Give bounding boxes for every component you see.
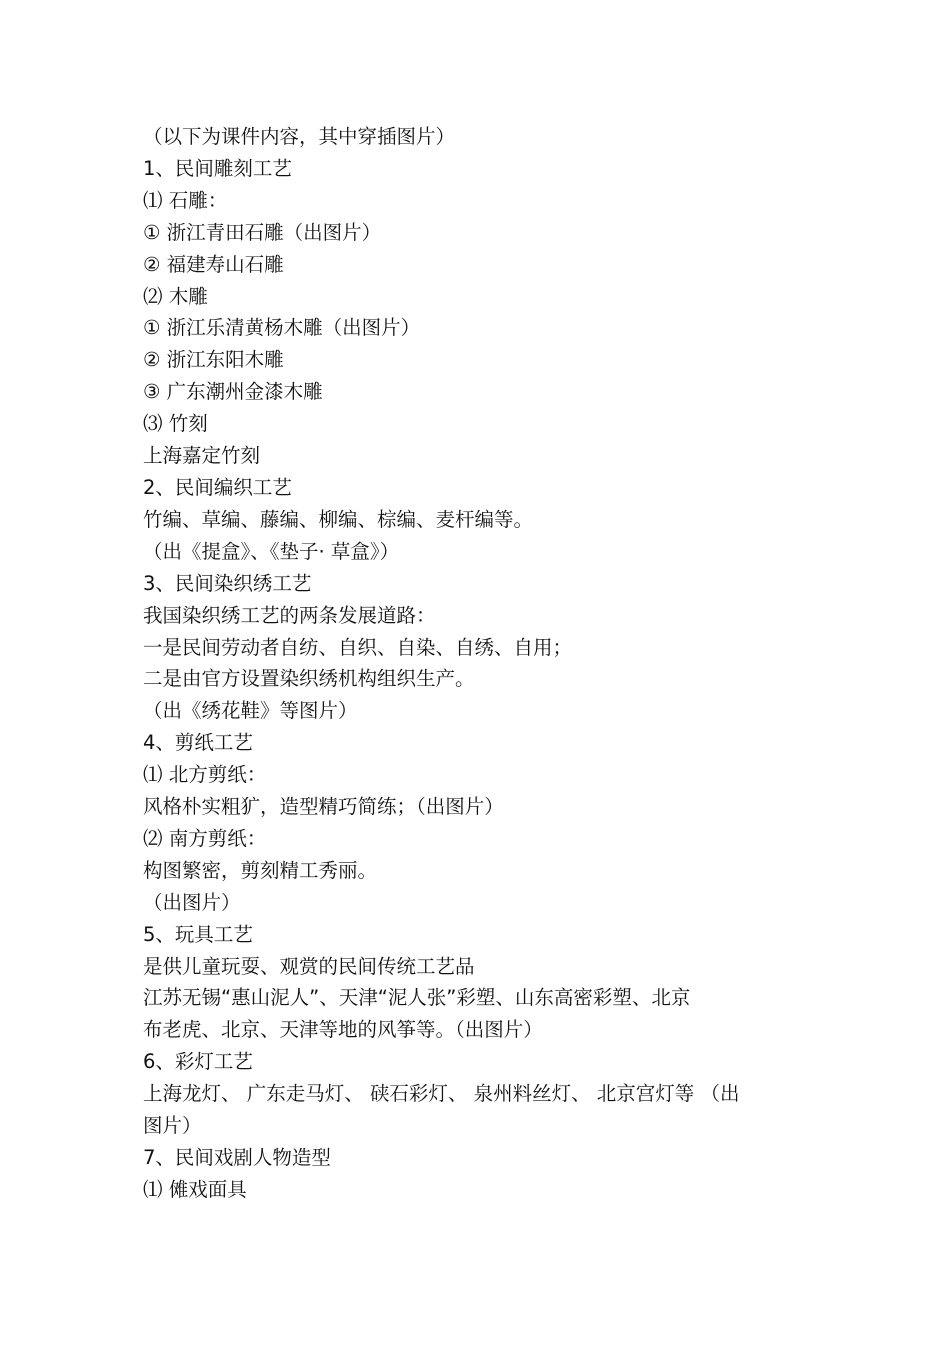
list-item: ① 浙江乐清黄杨木雕（出图片） <box>143 316 421 340</box>
section-heading: 6、彩灯工艺 <box>143 1050 253 1074</box>
body-text: 图片） <box>143 1114 202 1138</box>
subsection-heading: ⑴ 傩戏面具 <box>143 1177 247 1201</box>
section-heading: 5、玩具工艺 <box>143 922 253 946</box>
section-heading: 1、民间雕刻工艺 <box>143 156 292 180</box>
intro-note: （以下为课件内容，其中穿插图片） <box>143 125 456 148</box>
section-heading: 2、民间编织工艺 <box>143 475 292 499</box>
subsection-heading: ⑵ 木雕 <box>143 284 208 308</box>
image-note: （出《提盒》、《垫子· 草盒》） <box>143 539 400 563</box>
body-text: 竹编、草编、藤编、柳编、棕编、麦杆编等。 <box>143 507 534 531</box>
section-heading: 7、民间戏剧人物造型 <box>143 1146 331 1169</box>
subsection-heading: ⑵ 南方剪纸： <box>143 826 267 850</box>
body-text: 构图繁密，剪刻精工秀丽。 <box>143 858 378 882</box>
subsection-heading: ⑴ 北方剪纸： <box>143 763 267 787</box>
body-text: 风格朴实粗犷，造型精巧简练；（出图片） <box>143 795 504 819</box>
body-text: 二是由官方设置染织绣机构组织生产。 <box>143 667 475 691</box>
subsection-heading: ⑶ 竹刻 <box>143 412 208 436</box>
body-text: 江苏无锡“惠山泥人”、天津“泥人张”彩塑、山东高密彩塑、北京 <box>143 986 691 1010</box>
body-text: 上海嘉定竹刻 <box>143 444 261 468</box>
subsection-heading: ⑴ 石雕： <box>143 188 228 212</box>
body-text: 布老虎、北京、天津等地的风筝等。（出图片） <box>143 1018 543 1042</box>
body-text: 是供儿童玩耍、观赏的民间传统工艺品 <box>143 954 475 978</box>
section-heading: 3、民间染织绣工艺 <box>143 571 312 595</box>
document-body <box>143 121 823 1206</box>
list-item: ② 浙江东阳木雕 <box>143 348 284 372</box>
section-heading: 4、剪纸工艺 <box>143 731 253 755</box>
image-note: （出《绣花鞋》等图片） <box>143 699 358 723</box>
body-text: 我国染织绣工艺的两条发展道路： <box>143 603 436 627</box>
body-text: 上海龙灯、 广东走马灯、 硖石彩灯、 泉州料丝灯、 北京宫灯等 （出 <box>143 1082 740 1106</box>
list-item: ③ 广东潮州金漆木雕 <box>143 380 323 404</box>
list-item: ② 福建寿山石雕 <box>143 252 284 276</box>
body-text: 一是民间劳动者自纺、自织、自染、自绣、自用； <box>143 635 573 659</box>
list-item: ① 浙江青田石雕（出图片） <box>143 220 382 244</box>
image-note: （出图片） <box>143 890 241 914</box>
